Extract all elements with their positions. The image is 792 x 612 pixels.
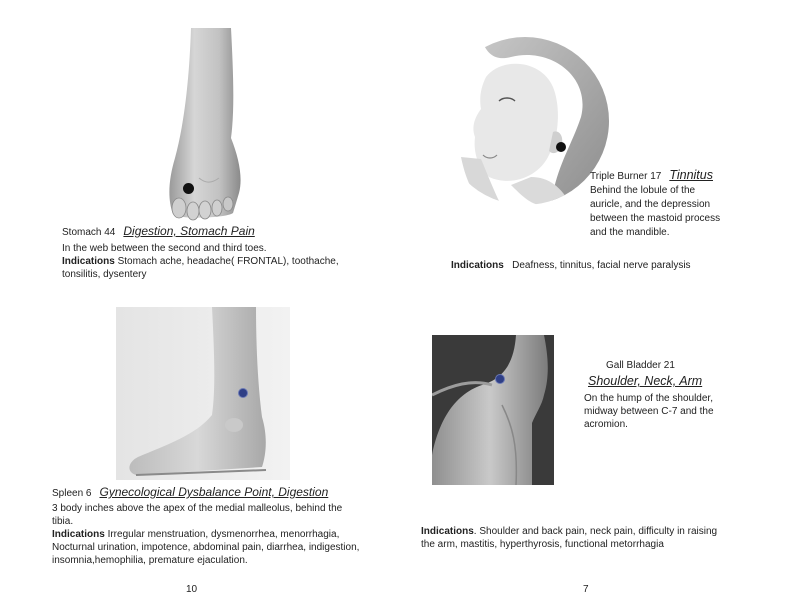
location-line-1: Behind the lobule of the [590,185,696,196]
shoulder-illustration [432,335,554,485]
location-line-1: On the hump of the shoulder, [584,393,713,404]
location-line-1: 3 body inches above the apex of the medial malleolus, behind the [52,503,343,514]
acupoint-marker-gall-bladder-21 [496,375,504,383]
indications-text: . Shoulder and back pain, neck pain, difficulty in raising [473,526,718,537]
point-subtitle: Digestion, Stomach Pain [123,224,255,238]
indications-label: Indications [421,526,474,537]
location-line-2: tibia. [52,516,74,527]
ankle-illustration [116,307,290,480]
foot-illustration [139,28,265,228]
location-line-3: acromion. [584,419,628,430]
face-photo [441,37,609,205]
face-illustration [441,37,609,205]
indications-gall-bladder-21 [421,525,717,551]
point-heading-stomach-44 [62,225,255,239]
location-line-3: between the mastoid process [590,213,721,224]
point-heading-triple-burner-17 [590,169,713,183]
foot-photo [139,28,265,228]
indications-triple-burner-17 [451,259,691,272]
indications-text: Stomach ache, headache( FRONTAL), toothache, [114,256,339,267]
indications-line [62,255,339,268]
indications-line-3: insomnia,hemophilia, premature ejaculation. [52,555,248,566]
acupoint-marker-triple-burner-17 [556,142,566,152]
location-text: In the web between the second and third toes. [62,243,267,254]
point-subtitle: Tinnitus [669,168,713,182]
point-subtitle-gall-bladder-21: Shoulder, Neck, Arm [588,374,703,388]
indications-label: Indications [52,529,105,540]
point-heading-spleen-6 [52,486,328,500]
point-name: Triple Burner 17 [590,171,662,182]
indications-text: Irregular menstruation, dysmenorrhea, menorrhagia, [104,529,340,540]
shoulder-photo [432,335,554,485]
point-subtitle: Gynecological Dysbalance Point, Digestion [99,485,329,499]
ankle-photo [116,307,290,480]
indications-line-2: Nocturnal urination, impotence, abdominal pain, diarrhea, indigestion, [52,542,360,553]
point-description-stomach-44 [62,242,339,281]
indications-label: Indications [451,260,504,271]
indications-line [52,528,359,541]
indications-line [421,525,717,538]
indications-label: Indications [62,256,115,267]
page-number-right: 7 [583,584,589,595]
indications-text: Deafness, tinnitus, facial nerve paralysis [503,260,691,271]
acupoint-marker-stomach-44 [183,183,194,194]
point-name: Stomach 44 [62,227,116,238]
point-name-gall-bladder-21: Gall Bladder 21 [606,360,675,371]
location-line-2: midway between C-7 and the [584,406,714,417]
point-description-triple-burner-17 [590,184,720,240]
acupoint-marker-spleen-6 [239,389,247,397]
location-line-4: and the mandible. [590,227,670,238]
page-number-left: 10 [186,584,198,595]
location-line-2: auricle, and the depression [590,199,711,210]
point-description-gall-bladder-21 [584,392,714,431]
point-description-spleen-6 [52,502,359,567]
indications-line-2: tonsilitis, dysentery [62,269,147,280]
point-name: Spleen 6 [52,488,92,499]
indications-line-2: the arm, mastitis, hyperthyrosis, functional metorrhagia [421,539,664,550]
